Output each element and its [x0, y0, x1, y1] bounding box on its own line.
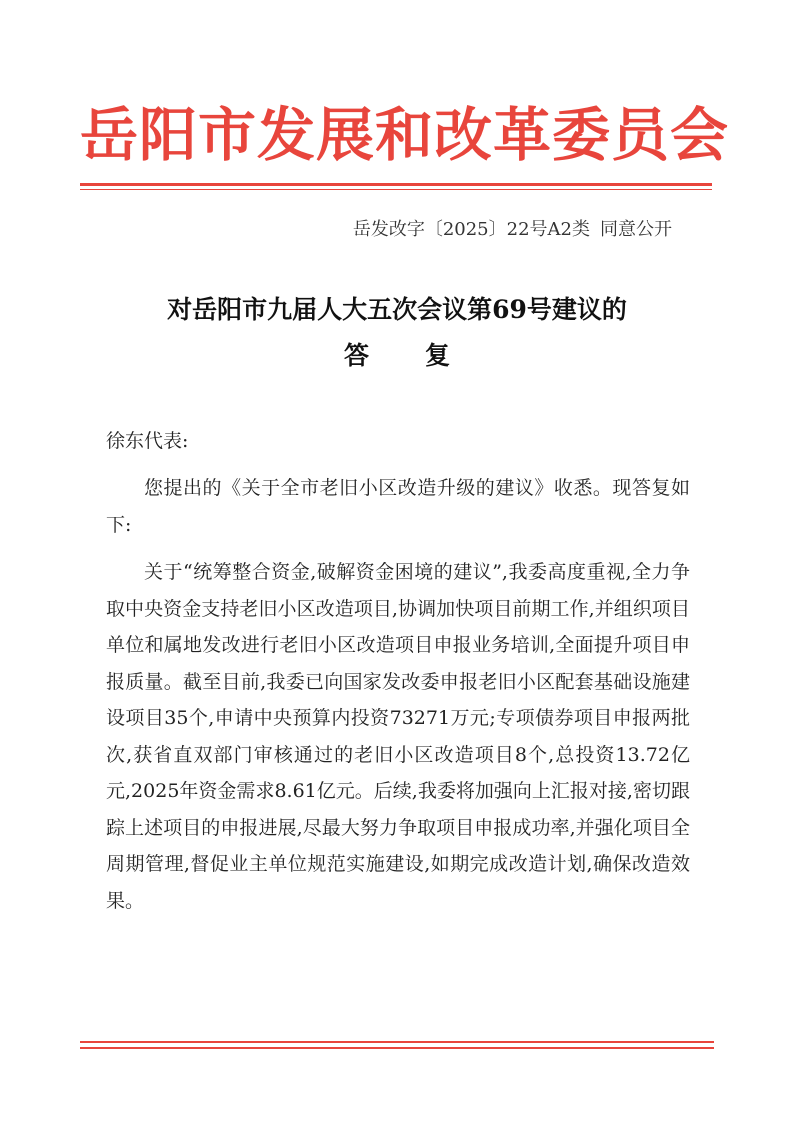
disclosure-flag: 同意公开: [600, 219, 672, 240]
body-paragraph-acknowledgement: 您提出的《关于全市老旧小区改造升级的建议》收悉。现答复如下:: [106, 477, 690, 536]
header-red-rule: [80, 183, 712, 190]
document-number-line: [353, 218, 672, 242]
body-paragraph-reply: 关于“统筹整合资金,破解资金困境的建议”,我委高度重视,全力争取中央资金支持老旧小区改造项目,协调加快项目前期工作,并组织项目单位和属地发改进行老旧小区改造项目申报业务培训,全面提升项目申报质量。截至目前,我委已向国家发改委申报老旧小区配套基础设施建设项目35个,申请中央预算内投资73271万元;专项债券项目申报两批次,获省直双部门审核通过的老旧小区改造项目8个,总投资13.72亿元,2025年资金需求8.61亿元。后续,我委将加强向上汇报对接,密切跟踪上述项目的申报进展,尽最大努力争取项目申报成功率,并强化项目全周期管理,督促业主单位规范实施建设,如期完成改造计划,确保改造效果。: [106, 561, 690, 912]
organization-title: 岳阳市发展和改革委员会: [80, 101, 730, 169]
reply-title: 对岳阳市九届人大五次会议第69号建议的: [167, 295, 627, 324]
footer-red-rule: [80, 1041, 714, 1049]
reply-subtitle: 答复: [343, 341, 506, 370]
document-number: 岳发改字〔2025〕22号A2类: [352, 219, 590, 240]
salutation: 徐东代表:: [106, 430, 189, 452]
